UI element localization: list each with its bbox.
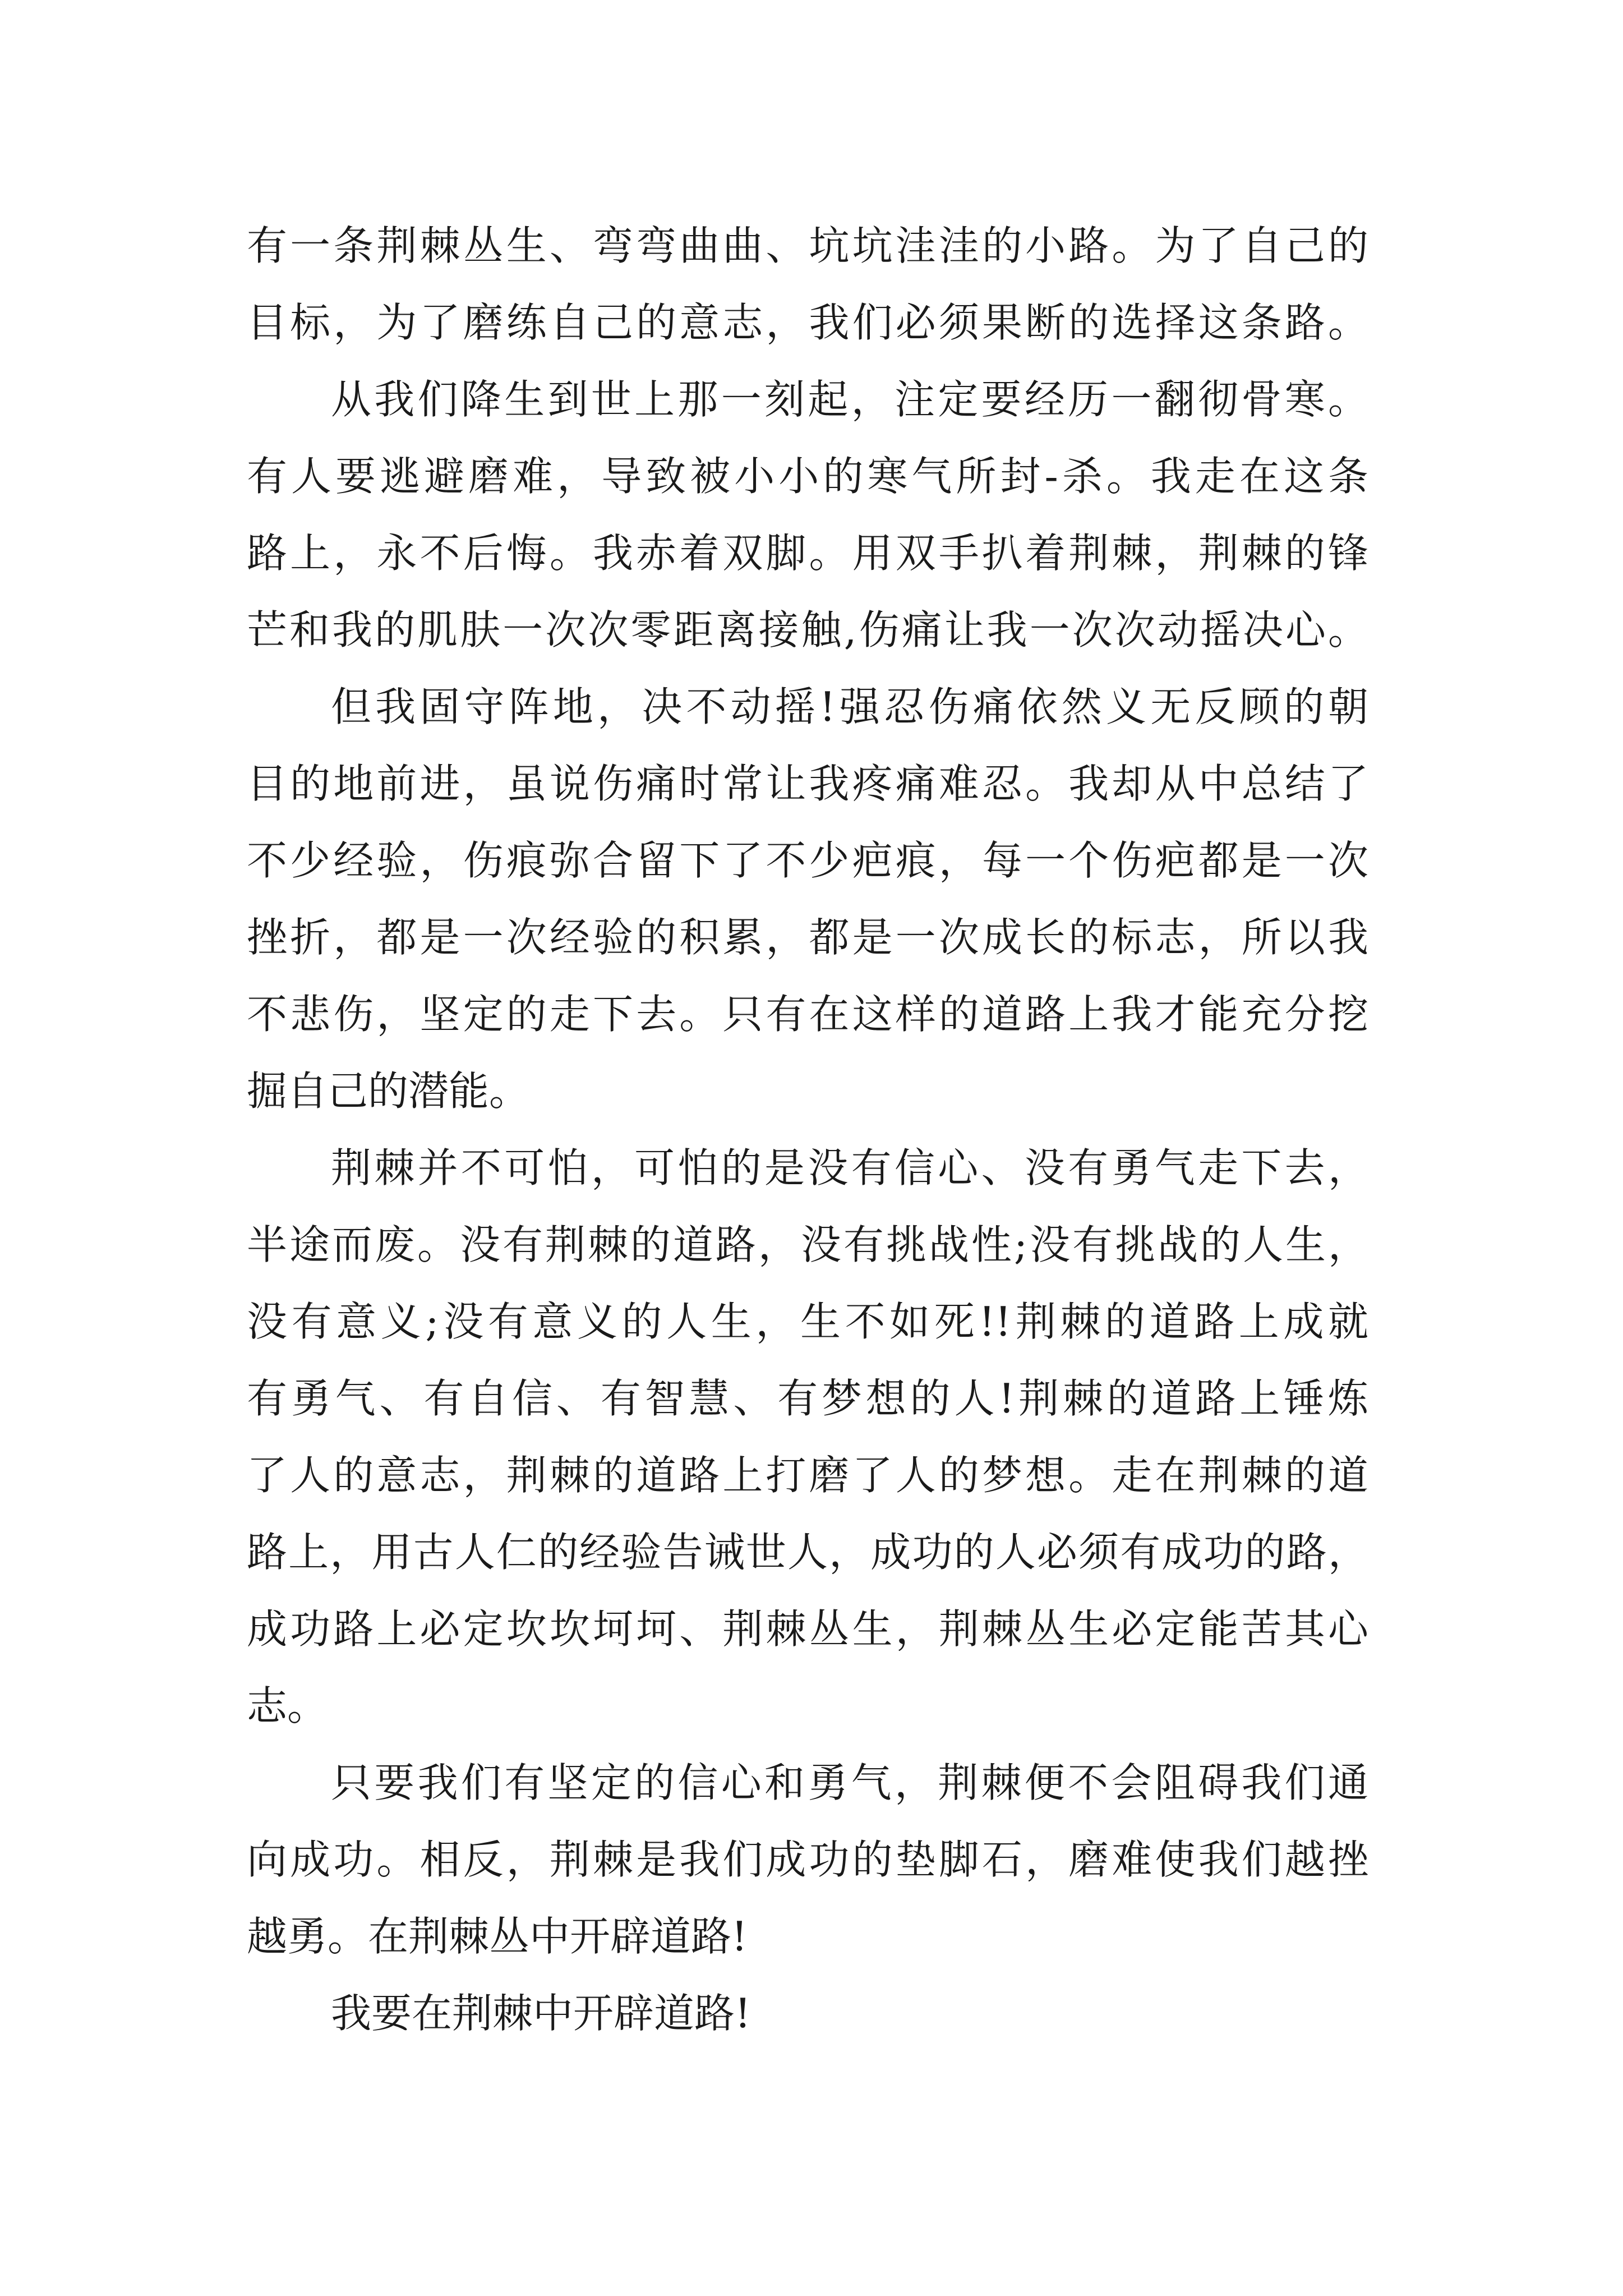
paragraph-first-line: 荆棘并不可怕，可怕的是没有信心、没有勇气走下去， [331,1144,1368,1191]
essay-body [247,208,1368,2052]
text-line: 掘自己的潜能。 [247,1068,530,1115]
text-line: 路上，永不后悔。我赤着双脚。用双手扒着荆棘，荆棘的锋 [247,530,1368,577]
paragraph-first-line: 只要我们有坚定的信心和勇气，荆棘便不会阻碍我们通 [331,1759,1368,1806]
text-line: 有勇气、有自信、有智慧、有梦想的人!荆棘的道路上锤炼 [247,1375,1368,1422]
paragraph-first-line: 从我们降生到世上那一刻起，注定要经历一翻彻骨寒。 [331,376,1368,423]
text-line: 有人要逃避磨难，导致被小小的寒气所封-杀。我走在这条 [247,453,1368,500]
paragraph-first-line: 我要在荆棘中开辟道路! [331,1990,751,2037]
text-line: 路上，用古人仁的经验告诫世人，成功的人必须有成功的路， [247,1529,1368,1576]
text-line: 志。 [247,1682,328,1729]
text-line: 不悲伤，坚定的走下去。只有在这样的道路上我才能充分挖 [247,991,1368,1038]
text-line: 向成功。相反，荆棘是我们成功的垫脚石，磨难使我们越挫 [247,1836,1368,1883]
text-line: 越勇。在荆棘丛中开辟道路! [247,1913,748,1960]
paragraph-first-line: 但我固守阵地，决不动摇!强忍伤痛依然义无反顾的朝 [331,683,1368,730]
text-line: 目标，为了磨练自己的意志，我们必须果断的选择这条路。 [247,299,1368,346]
text-line: 了人的意志，荆棘的道路上打磨了人的梦想。走在荆棘的道 [247,1452,1368,1499]
text-line: 有一条荆棘丛生、弯弯曲曲、坑坑洼洼的小路。为了自己的 [247,222,1368,269]
text-line: 挫折，都是一次经验的积累，都是一次成长的标志，所以我 [247,914,1368,961]
text-line: 半途而废。没有荆棘的道路，没有挑战性;没有挑战的人生， [247,1221,1368,1268]
text-line: 目的地前进，虽说伤痛时常让我疼痛难忍。我却从中总结了 [247,760,1368,807]
text-line: 没有意义;没有意义的人生，生不如死!!荆棘的道路上成就 [247,1298,1368,1345]
text-line: 芒和我的肌肤一次次零距离接触,伤痛让我一次次动摇决心。 [247,606,1368,654]
text-line: 不少经验，伤痕弥合留下了不少疤痕，每一个伤疤都是一次 [247,837,1368,884]
text-line: 成功路上必定坎坎坷坷、荆棘丛生，荆棘丛生必定能苦其心 [247,1605,1368,1653]
